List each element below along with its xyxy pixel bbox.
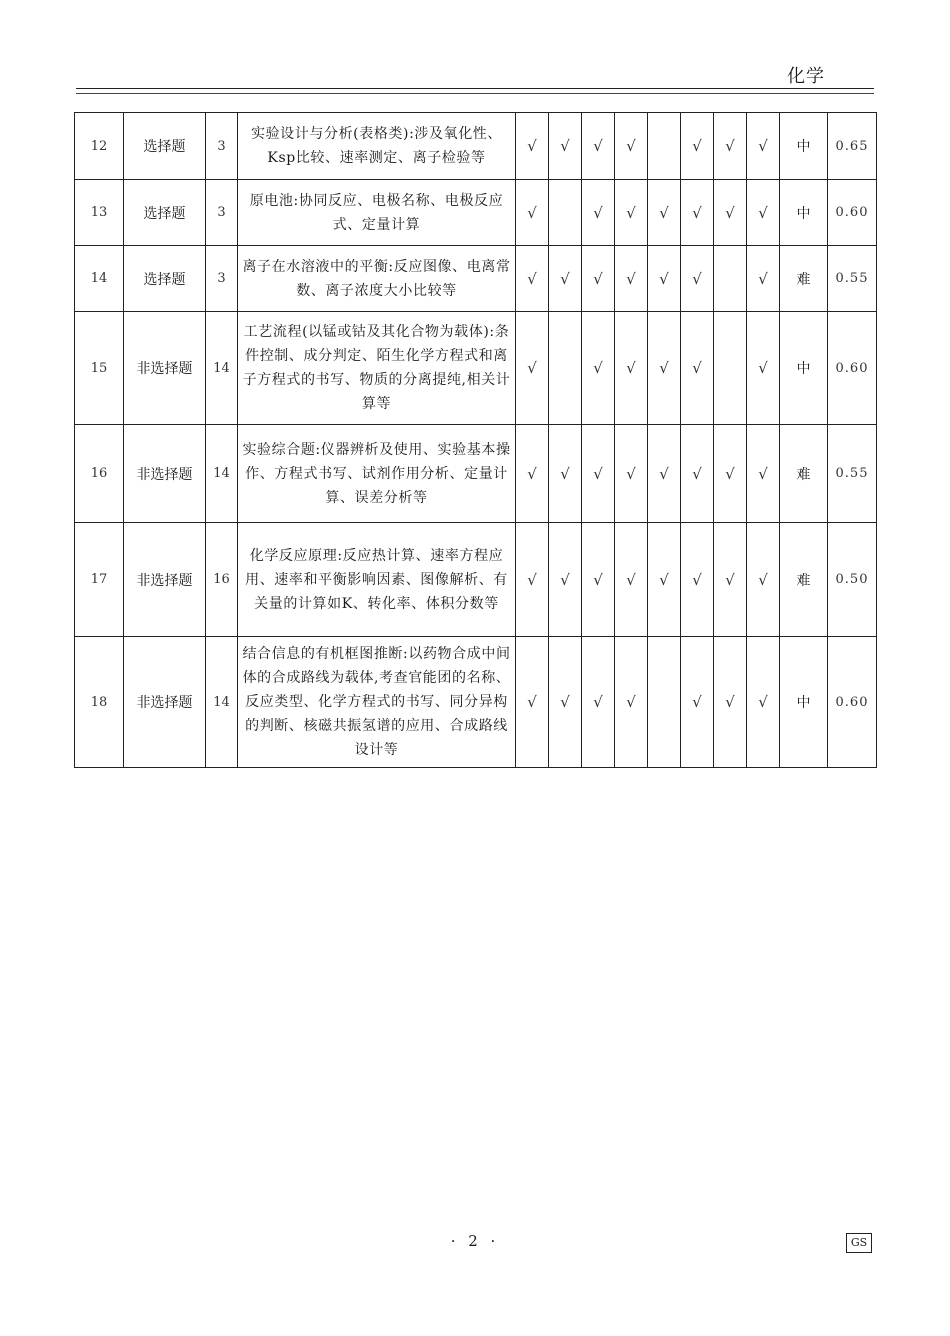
expected-score-rate-cell: 0.65 xyxy=(828,113,877,180)
checkmark-cell: √ xyxy=(615,425,648,523)
page-number: · 2 · xyxy=(450,1232,500,1250)
score-cell: 3 xyxy=(206,113,238,180)
checkmark-cell: √ xyxy=(681,180,714,246)
checkmark-cell: √ xyxy=(516,523,549,637)
table-row xyxy=(75,180,877,246)
checkmark-cell: √ xyxy=(747,312,780,425)
question-number-cell: 15 xyxy=(75,312,124,425)
checkmark-cell: √ xyxy=(516,312,549,425)
content-description-cell: 实验设计与分析(表格类):涉及氧化性、Ksp比较、速率测定、离子检验等 xyxy=(238,113,516,180)
checkmark-cell: √ xyxy=(615,246,648,312)
score-cell: 14 xyxy=(206,312,238,425)
checkmark-cell: √ xyxy=(648,523,681,637)
checkmark-cell xyxy=(648,113,681,180)
checkmark-cell: √ xyxy=(615,312,648,425)
table-row xyxy=(75,637,877,768)
checkmark-cell: √ xyxy=(582,113,615,180)
score-cell: 3 xyxy=(206,180,238,246)
difficulty-cell: 中 xyxy=(780,312,828,425)
content-description-cell: 工艺流程(以锰或钴及其化合物为载体):条件控制、成分判定、陌生化学方程式和离子方程式的书写、物质的分离提纯,相关计算等 xyxy=(238,312,516,425)
checkmark-cell: √ xyxy=(582,425,615,523)
header-rule-thick xyxy=(76,88,874,89)
table-row xyxy=(75,246,877,312)
checkmark-cell: √ xyxy=(516,180,549,246)
difficulty-cell: 中 xyxy=(780,637,828,768)
checkmark-cell: √ xyxy=(681,113,714,180)
checkmark-cell xyxy=(714,246,747,312)
table-row xyxy=(75,523,877,637)
question-number-cell: 12 xyxy=(75,113,124,180)
checkmark-cell: √ xyxy=(648,246,681,312)
checkmark-cell xyxy=(714,312,747,425)
table-row xyxy=(75,425,877,523)
checkmark-cell: √ xyxy=(582,637,615,768)
checkmark-cell: √ xyxy=(516,113,549,180)
header-rule-thin xyxy=(76,93,874,94)
question-type-cell: 非选择题 xyxy=(124,523,206,637)
checkmark-cell: √ xyxy=(681,637,714,768)
content-description-cell: 实验综合题:仪器辨析及使用、实验基本操作、方程式书写、试剂作用分析、定量计算、误差分析等 xyxy=(238,425,516,523)
question-type-cell: 选择题 xyxy=(124,180,206,246)
expected-score-rate-cell: 0.55 xyxy=(828,246,877,312)
difficulty-cell: 难 xyxy=(780,523,828,637)
difficulty-cell: 中 xyxy=(780,113,828,180)
question-number-cell: 18 xyxy=(75,637,124,768)
difficulty-cell: 中 xyxy=(780,180,828,246)
question-number-cell: 17 xyxy=(75,523,124,637)
checkmark-cell: √ xyxy=(615,113,648,180)
checkmark-cell: √ xyxy=(714,180,747,246)
exam-analysis-table xyxy=(74,112,877,768)
checkmark-cell: √ xyxy=(615,523,648,637)
question-number-cell: 14 xyxy=(75,246,124,312)
expected-score-rate-cell: 0.50 xyxy=(828,523,877,637)
checkmark-cell: √ xyxy=(516,425,549,523)
checkmark-cell: √ xyxy=(714,637,747,768)
subject-title: 化学 xyxy=(787,66,825,87)
checkmark-cell: √ xyxy=(714,523,747,637)
score-cell: 16 xyxy=(206,523,238,637)
question-type-cell: 非选择题 xyxy=(124,425,206,523)
checkmark-cell: √ xyxy=(549,637,582,768)
question-type-cell: 选择题 xyxy=(124,113,206,180)
checkmark-cell: √ xyxy=(747,637,780,768)
checkmark-cell: √ xyxy=(615,637,648,768)
difficulty-cell: 难 xyxy=(780,246,828,312)
checkmark-cell xyxy=(549,180,582,246)
checkmark-cell: √ xyxy=(747,246,780,312)
checkmark-cell: √ xyxy=(516,246,549,312)
question-type-cell: 选择题 xyxy=(124,246,206,312)
checkmark-cell: √ xyxy=(681,523,714,637)
checkmark-cell: √ xyxy=(516,637,549,768)
score-cell: 14 xyxy=(206,425,238,523)
expected-score-rate-cell: 0.60 xyxy=(828,312,877,425)
checkmark-cell: √ xyxy=(549,425,582,523)
expected-score-rate-cell: 0.55 xyxy=(828,425,877,523)
content-description-cell: 结合信息的有机框图推断:以药物合成中间体的合成路线为载体,考查官能团的名称、反应类型、化学方程式的书写、同分异构的判断、核磁共振氢谱的应用、合成路线设计等 xyxy=(238,637,516,768)
checkmark-cell: √ xyxy=(747,425,780,523)
table-row xyxy=(75,113,877,180)
checkmark-cell: √ xyxy=(747,523,780,637)
question-type-cell: 非选择题 xyxy=(124,312,206,425)
checkmark-cell: √ xyxy=(714,113,747,180)
checkmark-cell: √ xyxy=(582,312,615,425)
score-cell: 14 xyxy=(206,637,238,768)
checkmark-cell: √ xyxy=(648,180,681,246)
checkmark-cell: √ xyxy=(714,425,747,523)
checkmark-cell xyxy=(648,637,681,768)
checkmark-cell: √ xyxy=(648,312,681,425)
expected-score-rate-cell: 0.60 xyxy=(828,637,877,768)
difficulty-cell: 难 xyxy=(780,425,828,523)
content-description-cell: 化学反应原理:反应热计算、速率方程应用、速率和平衡影响因素、图像解析、有关量的计算如K、转化率、体积分数等 xyxy=(238,523,516,637)
checkmark-cell: √ xyxy=(549,113,582,180)
content-description-cell: 离子在水溶液中的平衡:反应图像、电离常数、离子浓度大小比较等 xyxy=(238,246,516,312)
checkmark-cell: √ xyxy=(648,425,681,523)
checkmark-cell: √ xyxy=(549,523,582,637)
checkmark-cell: √ xyxy=(747,113,780,180)
content-description-cell: 原电池:协同反应、电极名称、电极反应式、定量计算 xyxy=(238,180,516,246)
checkmark-cell: √ xyxy=(681,246,714,312)
question-type-cell: 非选择题 xyxy=(124,637,206,768)
table-row xyxy=(75,312,877,425)
checkmark-cell: √ xyxy=(681,425,714,523)
checkmark-cell: √ xyxy=(747,180,780,246)
question-number-cell: 13 xyxy=(75,180,124,246)
checkmark-cell: √ xyxy=(681,312,714,425)
checkmark-cell: √ xyxy=(615,180,648,246)
checkmark-cell: √ xyxy=(582,523,615,637)
question-number-cell: 16 xyxy=(75,425,124,523)
checkmark-cell: √ xyxy=(549,246,582,312)
expected-score-rate-cell: 0.60 xyxy=(828,180,877,246)
checkmark-cell: √ xyxy=(582,180,615,246)
gs-code-badge: GS xyxy=(846,1233,872,1253)
checkmark-cell: √ xyxy=(582,246,615,312)
checkmark-cell xyxy=(549,312,582,425)
score-cell: 3 xyxy=(206,246,238,312)
